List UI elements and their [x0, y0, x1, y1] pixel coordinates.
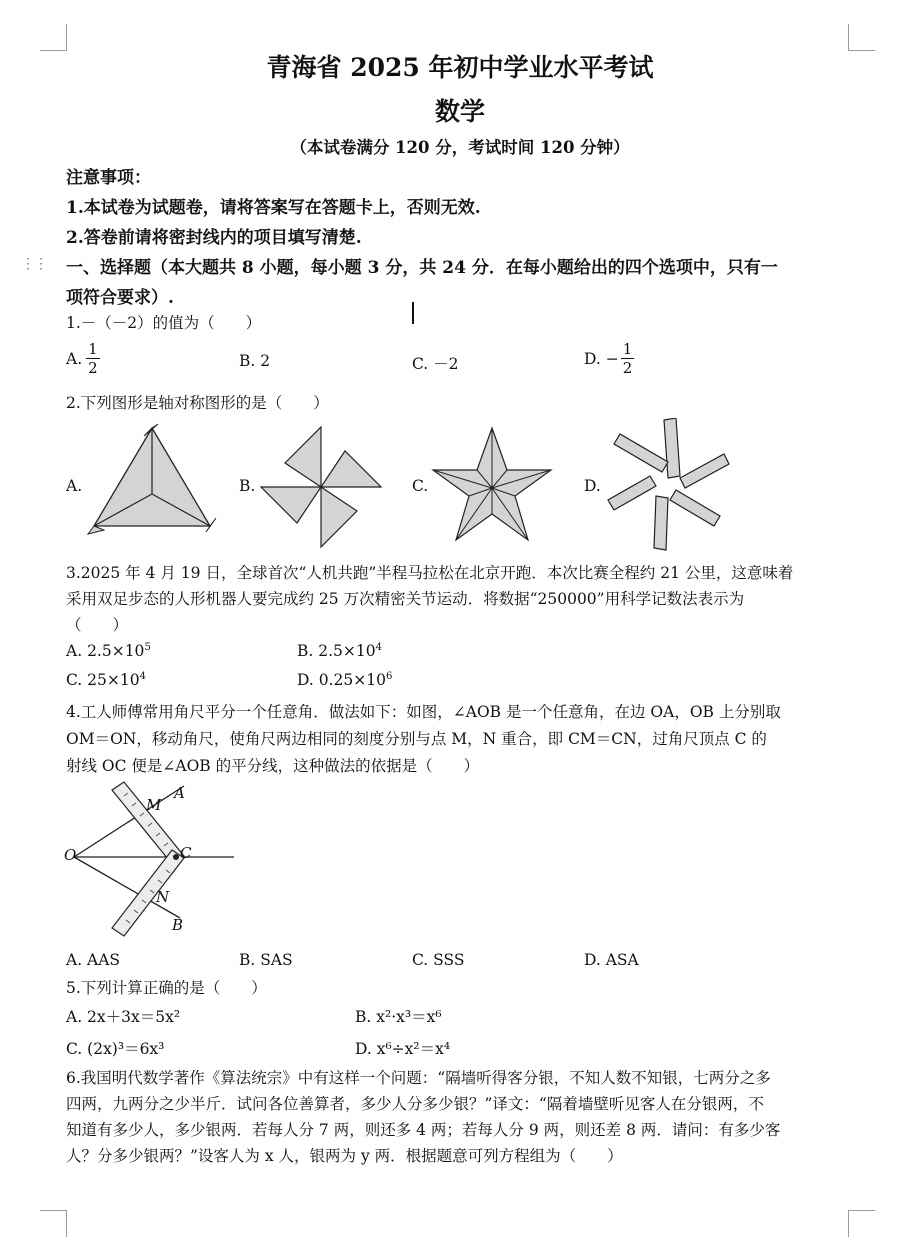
section-heading-line1: 一、选择题（本大题共 8 小题，每小题 3 分，共 24 分．在每小题给出的四个选项中，只有一 — [66, 258, 778, 278]
q4-line3: 射线 OC 便是∠AOB 的平分线，这种做法的依据是（ ） — [66, 757, 480, 775]
q1-option-b[interactable]: B. 2 — [239, 352, 271, 370]
q5-option-d[interactable]: D. x⁶÷x²＝x⁴ — [355, 1040, 451, 1058]
q4-line1: 4.工人师傅常用角尺平分一个任意角．做法如下：如图，∠AOB 是一个任意角，在边 OA，OB 上分别取 — [66, 703, 781, 721]
q3-option-a[interactable] — [66, 642, 151, 660]
exam-note: （本试卷满分 120 分，考试时间 120 分钟） — [290, 138, 630, 157]
q1-stem: 1.－（－2）的值为（ ） — [66, 314, 262, 332]
q4-option-d[interactable]: D. ASA — [584, 951, 639, 969]
label-b: B — [172, 916, 184, 934]
fraction-numerator: 1 — [622, 340, 633, 358]
q4-option-a[interactable]: A. AAS — [66, 951, 121, 969]
q1-option-d[interactable] — [584, 340, 634, 377]
option-label: A. — [66, 642, 83, 661]
q1-option-d-label: D. − — [584, 349, 619, 368]
label-m: M — [146, 796, 162, 814]
option-base: 2.5×10 — [318, 642, 376, 661]
q4-line2: OM＝ON，移动角尺，使角尺两边相同的刻度分别与点 M，N 重合，即 CM＝CN，过角尺顶点 C 的 — [66, 730, 767, 748]
q3-option-b[interactable] — [297, 642, 382, 660]
option-base: 0.25×10 — [318, 671, 386, 690]
option-label: C. — [66, 671, 83, 690]
option-base: 2.5×10 — [87, 642, 145, 661]
q4-option-b[interactable]: B. SAS — [239, 951, 293, 969]
label-c: C — [180, 844, 192, 862]
fraction-numerator: 1 — [88, 340, 98, 358]
corner-mark-top-right — [848, 24, 875, 51]
q3-option-c[interactable] — [66, 671, 146, 689]
option-exponent: 6 — [385, 671, 393, 682]
option-base: 25×10 — [87, 671, 140, 690]
text-cursor — [412, 302, 414, 324]
q2-option-c-label[interactable]: C. — [412, 477, 429, 495]
q2-option-d-label[interactable]: D. — [584, 477, 601, 495]
drag-handle-icon[interactable]: ⋮⋮ — [21, 256, 47, 272]
notice-heading: 注意事项： — [66, 168, 151, 188]
q1-option-c[interactable]: C. －2 — [412, 355, 459, 373]
corner-mark-bottom-right — [848, 1210, 875, 1237]
q6-line4: 人？分多少银两？”设客人为 x 人，银两为 y 两．根据题意可列方程组为（ ） — [66, 1147, 623, 1165]
q3-line1: 3.2025 年 4 月 19 日，全球首次“人机共跑”半程马拉松在北京开跑．本次比赛全程约 21 公里，这意味着 — [66, 564, 794, 582]
q6-line3: 知道有多少人，多少银两．若每人分 7 两，则还多 4 两；若每人分 9 两，则还差 8 两．请问：有多少客 — [66, 1121, 781, 1139]
q2-figure-a-triangle — [86, 422, 218, 540]
q5-option-c[interactable]: C. (2x)³＝6x³ — [66, 1040, 165, 1058]
option-label: B. — [297, 642, 314, 661]
q1-option-a-label: A. — [66, 349, 83, 368]
exam-subject: 数学 — [434, 97, 485, 126]
notice-item: 1.本试卷为试题卷，请将答案写在答题卡上，否则无效. — [66, 198, 481, 218]
section-heading-line2: 项符合要求）. — [66, 288, 174, 308]
q2-option-a-label[interactable]: A. — [66, 477, 83, 495]
label-a: A — [174, 784, 185, 802]
corner-mark-top-left — [40, 24, 67, 51]
q3-option-d[interactable] — [297, 671, 392, 689]
q3-line2: 采用双足步态的人形机器人要完成约 25 万次精密关节运动．将数据“250000”用科学记数法表示为 — [66, 590, 745, 608]
label-o: O — [64, 846, 77, 864]
q3-line3: （ ） — [66, 616, 129, 634]
fraction-denominator: 2 — [622, 359, 633, 377]
q5-stem: 5.下列计算正确的是（ ） — [66, 979, 267, 997]
q2-figure-d-strips — [606, 418, 730, 552]
q6-line1: 6.我国明代数学著作《算法统宗》中有这样一个问题：“隔墙听得客分银，不知人数不知银，七两分之多 — [66, 1069, 771, 1087]
q2-option-b-label[interactable]: B. — [239, 477, 256, 495]
q6-line2: 四两，九两分之少半斤．试问各位善算者，多少人分多少银？”译文：“隔着墙壁听见客人在分银两，不 — [66, 1095, 764, 1113]
fraction-denominator: 2 — [88, 359, 98, 377]
q1-option-a-fraction — [86, 340, 100, 377]
option-exponent: 5 — [144, 642, 151, 653]
q2-figure-c-star — [430, 424, 554, 546]
q4-option-c[interactable]: C. SSS — [412, 951, 465, 969]
q2-stem: 2.下列图形是轴对称图形的是（ ） — [66, 394, 329, 412]
option-label: D. — [297, 671, 314, 690]
notice-item: 2.答卷前请将密封线内的项目填写清楚. — [66, 228, 362, 248]
corner-mark-bottom-left — [40, 1210, 67, 1237]
label-n: N — [156, 888, 170, 906]
q2-figure-b-pinwheel — [258, 424, 384, 550]
exam-title: 青海省 2025 年初中学业水平考试 — [266, 53, 654, 82]
q4-figure-angle-square — [62, 778, 242, 940]
q1-option-d-fraction — [621, 340, 635, 377]
q5-option-a[interactable]: A. 2x＋3x＝5x² — [66, 1008, 181, 1026]
option-exponent: 4 — [375, 642, 383, 653]
option-exponent: 4 — [139, 671, 146, 682]
q5-option-b[interactable]: B. x²·x³＝x⁶ — [355, 1008, 442, 1026]
q1-option-a[interactable] — [66, 340, 100, 377]
